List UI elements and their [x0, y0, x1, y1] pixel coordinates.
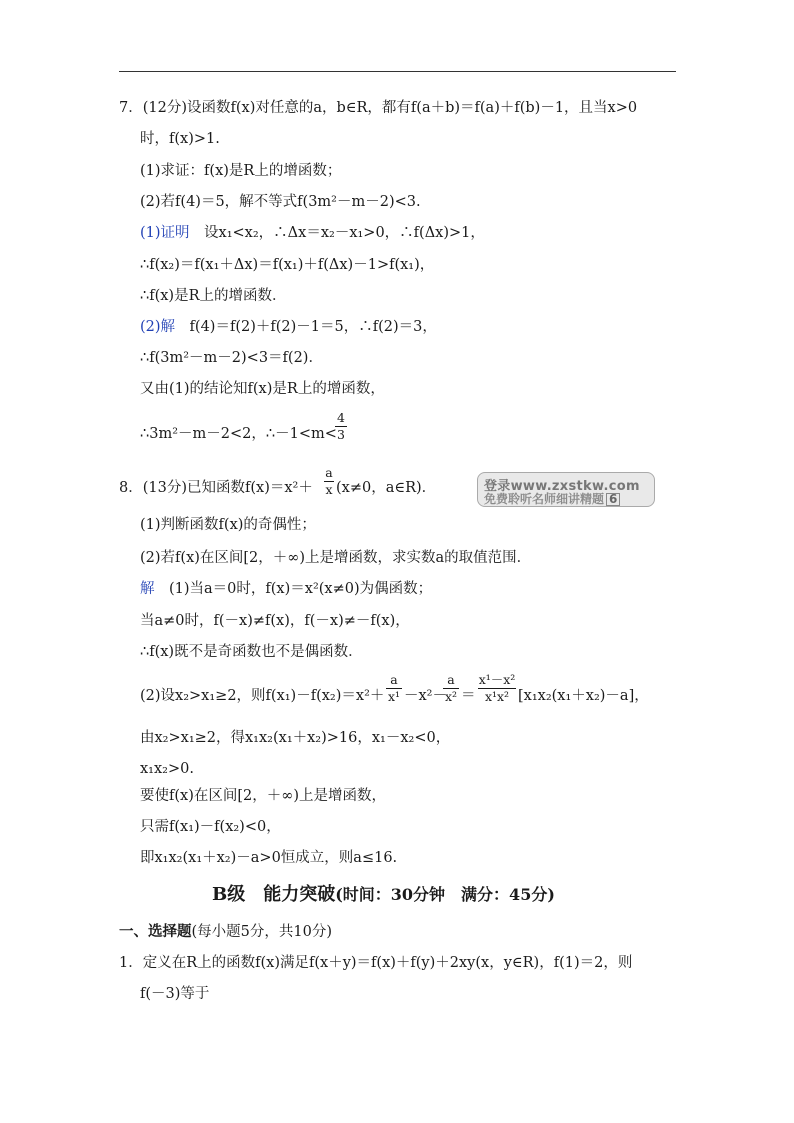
q7-solution-line2: ∴f(3m²－m－2)<3＝f(2)．	[140, 350, 323, 366]
q8-solution-line1	[140, 579, 432, 599]
q7-stem-line2: 时，f(x)>1.	[140, 131, 220, 147]
solution-label: (2)解	[140, 319, 176, 335]
q8-solution-line4a: (2)设x₂>x₁≥2，则f(x₁)－f(x₂)＝x²＋	[140, 688, 385, 704]
q7-stem-line1: 7．(12分)设函数f(x)对任意的a，b∈R，都有f(a＋b)＝f(a)＋f(b)－1，且当x>0	[119, 100, 638, 116]
watermark-line2	[484, 490, 620, 507]
q8-solution-label: 解	[140, 581, 155, 597]
q7-proof-line1	[140, 223, 485, 243]
q8-frac1-den: x¹	[387, 689, 401, 704]
q7-solution-line4: ∴3m²－m－2<2，∴－1<m<	[140, 426, 337, 442]
q8-solution-line2: 当a≠0时，f(－x)≠f(x)，f(－x)≠－f(x)，	[140, 613, 410, 629]
q8-solution-line4c: ＝	[461, 688, 476, 704]
header-rule	[119, 71, 676, 72]
q8-solution-line4d: [x₁x₂(x₁＋x₂)－a]，	[518, 688, 649, 704]
q8-stem-frac-den: x	[325, 482, 333, 497]
q8-sol-text1: (1)当a＝0时，f(x)＝x²(x≠0)为偶函数；	[169, 581, 433, 597]
level-b-time: (时间：30分钟 满分：45分)	[335, 885, 555, 904]
q8-solution-line4b: －x²－	[404, 688, 447, 704]
watermark-line1: 登录www.zxstkw.com	[484, 479, 640, 494]
q1-stem-line2: f(－3)等于	[140, 986, 210, 1002]
q7-part1: (1)求证：f(x)是R上的增函数；	[140, 163, 342, 179]
section-heading	[119, 920, 332, 941]
q7-proof-line2: ∴f(x₂)＝f(x₁＋Δx)＝f(x₁)＋f(Δx)－1>f(x₁)，	[140, 257, 435, 273]
q8-solution-line9: 即x₁x₂(x₁＋x₂)－a>0恒成立，则a≤16.	[140, 850, 398, 866]
q8-frac3-num: x¹－x²	[478, 672, 516, 687]
q7-solution-line3: 又由(1)的结论知f(x)是R上的增函数，	[140, 381, 385, 397]
q8-part2: (2)若f(x)在区间[2，＋∞)上是增函数，求实数a的取值范围．	[140, 550, 532, 566]
q8-frac3-den: x¹x²	[484, 689, 510, 704]
q7-part2: (2)若f(4)＝5，解不等式f(3m²－m－2)<3.	[140, 194, 421, 210]
q8-frac2-den: x²	[444, 689, 458, 704]
q8-frac2-num: a	[447, 672, 455, 687]
level-b-heading	[212, 880, 555, 906]
q8-solution-line5: 由x₂>x₁≥2，得x₁x₂(x₁＋x₂)>16，x₁－x₂<0，	[140, 730, 451, 746]
q8-solution-line8: 只需f(x₁)－f(x₂)<0，	[140, 819, 281, 835]
q8-solution-line7: 要使f(x)在区间[2，＋∞)上是增函数，	[140, 788, 386, 804]
q8-solution-line3: ∴f(x)既不是奇函数也不是偶函数．	[140, 644, 363, 660]
proof-label: (1)证明	[140, 225, 190, 241]
q8-stem-b: (x≠0，a∈R)．	[336, 480, 437, 496]
q7-solution-line1	[140, 317, 437, 337]
q7-fraction-denominator: 3	[337, 427, 345, 442]
section-title: 一、选择题	[119, 923, 192, 940]
section-note: (每小题5分，共10分)	[191, 924, 332, 940]
q7-proof-text1: 设x₁<x₂，∴Δx＝x₂－x₁>0，∴f(Δx)>1，	[204, 225, 485, 241]
watermark-badge: 6	[606, 493, 620, 506]
level-b-title: B级 能力突破	[212, 884, 336, 905]
q8-frac1-num: a	[390, 672, 398, 687]
watermark-banner	[477, 472, 655, 507]
q7-fraction-numerator: 4	[337, 410, 345, 425]
q8-solution-line6: x₁x₂>0.	[140, 761, 194, 777]
watermark-line2-text: 免费聆听名师细讲精题	[484, 492, 605, 506]
q8-part1: (1)判断函数f(x)的奇偶性；	[140, 517, 316, 533]
q1-stem-line1: 1．定义在R上的函数f(x)满足f(x＋y)＝f(x)＋f(y)＋2xy(x，y∈R)，f(1)＝2，则	[119, 955, 633, 971]
q8-stem-frac-num: a	[325, 465, 333, 480]
q8-stem-a: 8．(13分)已知函数f(x)＝x²＋	[119, 480, 313, 496]
q7-proof-line3: ∴f(x)是R上的增函数．	[140, 288, 287, 304]
q7-sol-text1: f(4)＝f(2)＋f(2)－1＝5，∴f(2)＝3，	[189, 319, 437, 335]
